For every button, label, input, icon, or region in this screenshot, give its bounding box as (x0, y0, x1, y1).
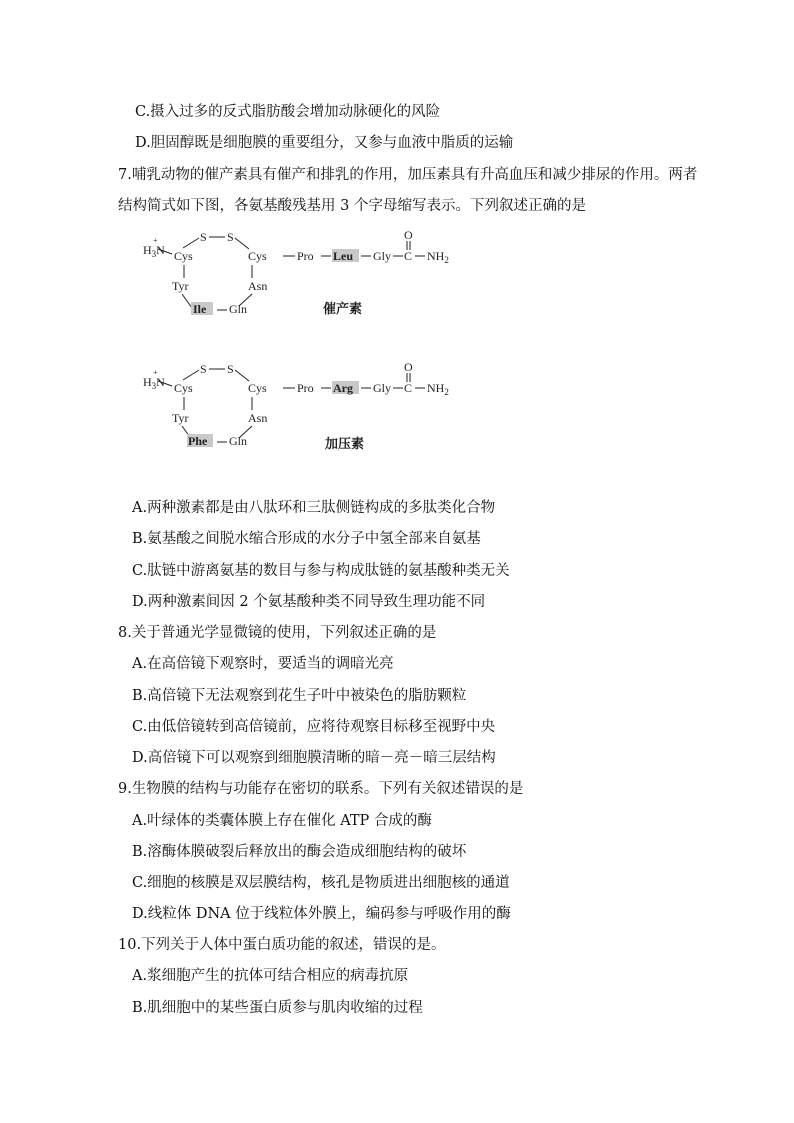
sulfur-2: S (227, 362, 234, 376)
cys-ring-right: Cys (248, 249, 267, 263)
q7-option-b: B.氨基酸之间脱水缩合形成的水分子中氢全部来自氨基 (132, 531, 481, 547)
amide-label: NH (427, 249, 445, 263)
variable-chain-residue: Leu (333, 249, 354, 263)
q7-option-d: D.两种激素间因 2 个氨基酸种类不同导致生理功能不同 (132, 594, 486, 610)
q8-stem: 8.关于普通光学显微镜的使用，下列叙述正确的是 (118, 625, 437, 641)
tyr-residue: Tyr (172, 279, 189, 293)
q7-stem-line1: 7.哺乳动物的催产素具有催产和排乳的作用，加压素具有升高血压和减少排尿的作用。两者 (118, 167, 698, 183)
h3n-nitrogen: N (156, 375, 165, 389)
sulfur-1: S (200, 230, 207, 244)
gly-residue: Gly (373, 381, 391, 395)
q10-option-a: A.浆细胞产生的抗体可结合相应的病毒抗原 (132, 968, 409, 984)
svg-text:NH2 (427, 249, 449, 265)
svg-text:H3N (143, 243, 165, 259)
q10-option-b: B.肌细胞中的某些蛋白质参与肌肉收缩的过程 (132, 1000, 423, 1016)
pro-residue: Pro (297, 249, 314, 263)
variable-chain-residue: Arg (333, 381, 353, 395)
q10-stem: 10.下列关于人体中蛋白质功能的叙述，错误的是。 (118, 937, 446, 953)
carbonyl-carbon: C (404, 249, 413, 263)
carbonyl-carbon: C (404, 381, 413, 395)
sulfur-1: S (200, 362, 207, 376)
charge-plus: + (153, 368, 158, 377)
q9-option-d: D.线粒体 DNA 位于线粒体外膜上，编码参与呼吸作用的酶 (132, 906, 511, 922)
gln-residue: Gln (229, 434, 247, 448)
q7-stem-line2: 结构简式如下图，各氨基酸残基用 3 个字母缩写表示。下列叙述正确的是 (118, 198, 586, 214)
h3n-nitrogen: N (156, 243, 165, 257)
q6-option-c: C.摄入过多的反式脂肪酸会增加动脉硬化的风险 (135, 104, 441, 120)
carbonyl-oxygen: O (404, 228, 413, 242)
svg-text:H3N (143, 375, 165, 391)
amide-label: NH (427, 381, 445, 395)
cys-ring-right: Cys (248, 381, 267, 395)
cys-ring-left: Cys (174, 381, 193, 395)
h3n-label: H (143, 375, 152, 389)
pro-residue: Pro (297, 381, 314, 395)
carbonyl-oxygen: O (404, 360, 413, 374)
q9-option-a: A.叶绿体的类囊体膜上存在催化 ATP 合成的酶 (132, 813, 432, 829)
q6-option-d: D.胆固醇既是细胞膜的重要组分，又参与血液中脂质的运输 (135, 135, 514, 151)
amide-subscript: 2 (444, 255, 449, 265)
oxytocin-structure-figure (125, 224, 485, 324)
cys-ring-left: Cys (174, 249, 193, 263)
vasopressin-structure-figure (125, 356, 485, 456)
q8-option-d: D.高倍镜下可以观察到细胞膜清晰的暗－亮－暗三层结构 (132, 750, 496, 766)
variable-ring-residue: Ile (193, 302, 207, 316)
h3n-label: H (143, 243, 152, 257)
svg-text:NH2 (427, 381, 449, 397)
figure-name-oxytocin: 催产素 (323, 301, 363, 316)
amide-subscript: 2 (444, 387, 449, 397)
asn-residue: Asn (248, 411, 268, 425)
q9-stem: 9.生物膜的结构与功能存在密切的联系。下列有关叙述错误的是 (118, 781, 524, 797)
h3n-subscript: 3 (151, 381, 157, 391)
gln-residue: Gln (229, 302, 247, 316)
charge-plus: + (153, 236, 158, 245)
sulfur-2: S (227, 230, 234, 244)
h3n-subscript: 3 (151, 249, 157, 259)
variable-ring-residue: Phe (188, 434, 208, 448)
q8-option-c: C.由低倍镜转到高倍镜前，应将待观察目标移至视野中央 (132, 719, 496, 735)
figure-name-vasopressin: 加压素 (325, 436, 365, 451)
tyr-residue: Tyr (172, 411, 189, 425)
q7-option-a: A.两种激素都是由八肽环和三肽侧链构成的多肽类化合物 (132, 500, 496, 516)
q9-option-c: C.细胞的核膜是双层膜结构，核孔是物质进出细胞核的通道 (132, 875, 510, 891)
q8-option-a: A.在高倍镜下观察时，要适当的调暗光亮 (132, 656, 394, 672)
gly-residue: Gly (373, 249, 391, 263)
asn-residue: Asn (248, 279, 268, 293)
q9-option-b: B.溶酶体膜破裂后释放出的酶会造成细胞结构的破坏 (132, 844, 467, 860)
q8-option-b: B.高倍镜下无法观察到花生子叶中被染色的脂肪颗粒 (132, 688, 467, 704)
q7-option-c: C.肽链中游离氨基的数目与参与构成肽链的氨基酸种类无关 (132, 563, 510, 579)
